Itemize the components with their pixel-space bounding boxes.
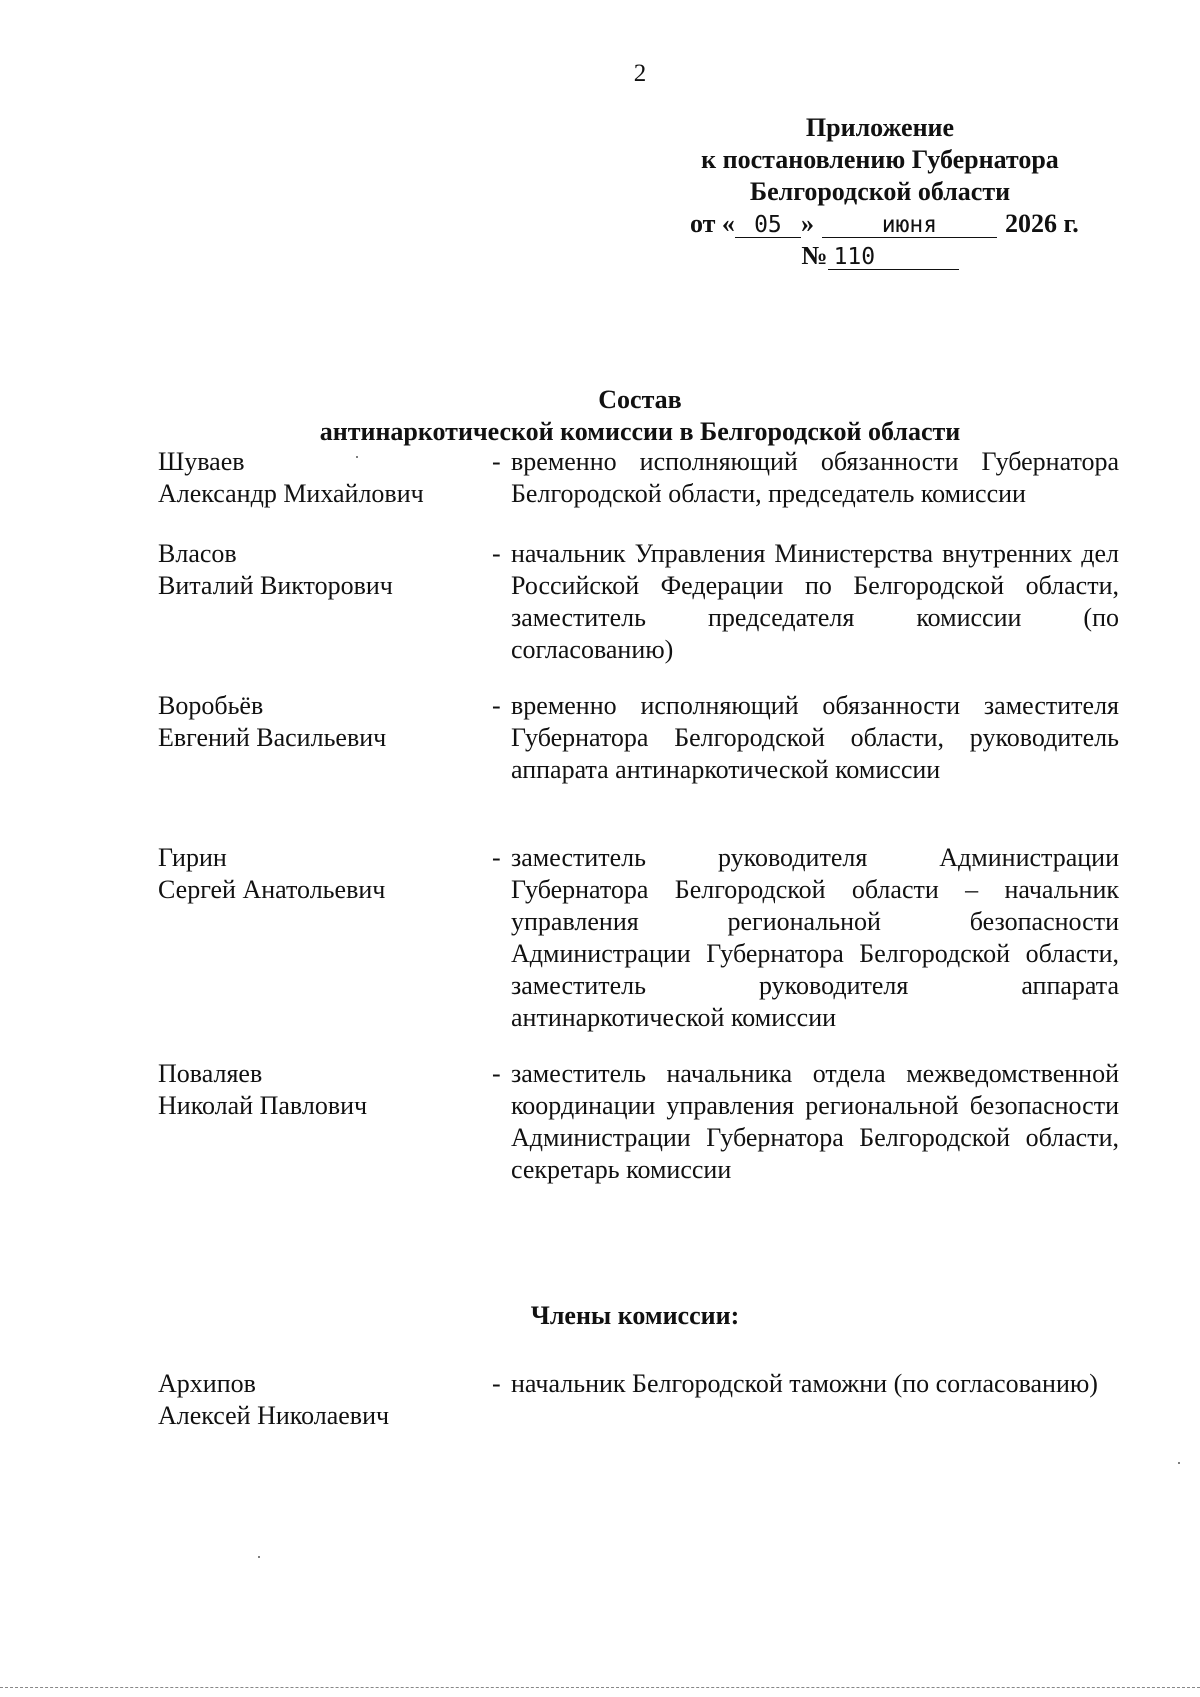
- member-role: начальник Управления Министерства внутренних дел Российской Федерации по Белгородской области, заместитель председателя комиссии (по согласованию): [511, 539, 1119, 664]
- member-given-name: Александр Михайлович: [158, 479, 424, 508]
- number-prefix: №: [801, 241, 828, 270]
- member-role: временно исполняющий обязанности заместителя Губернатора Белгородской области, руководитель аппарата антинаркотической комиссии: [511, 691, 1119, 784]
- member-surname: Воробьёв: [158, 691, 264, 720]
- dash: -: [492, 539, 501, 568]
- dash: -: [492, 447, 501, 476]
- date-month: июня: [822, 213, 997, 238]
- member-given-name: Алексей Николаевич: [158, 1401, 390, 1430]
- member-name: [158, 1058, 478, 1122]
- title-line-2: антинаркотической комиссии в Белгородской области: [319, 417, 961, 446]
- title-line-1: Состав: [598, 385, 682, 414]
- dash: -: [492, 691, 501, 720]
- member-given-name: Виталий Викторович: [158, 571, 393, 600]
- appendix-region: Белгородской области: [749, 177, 1011, 206]
- number-value: 110: [828, 245, 959, 270]
- dash: -: [492, 1369, 501, 1398]
- member-surname: Власов: [158, 539, 237, 568]
- commission-roster: [158, 0, 1128, 1697]
- member-surname: Гирин: [158, 843, 227, 872]
- member-given-name: Николай Павлович: [158, 1091, 368, 1120]
- page-number: 2: [633, 60, 647, 87]
- member-name: [158, 690, 478, 754]
- dash: -: [492, 843, 501, 872]
- appendix-decree-ref: к постановлению Губернатора: [701, 145, 1059, 174]
- member-role: заместитель начальника отдела межведомственной координации управления региональной безопасности Администрации Губернатора Белгородской области, секретарь комиссии: [511, 1059, 1119, 1184]
- date-prefix: от «: [690, 209, 735, 238]
- appendix-label: Приложение: [805, 113, 955, 142]
- scan-speck: [258, 1556, 260, 1558]
- member-name: [158, 842, 478, 906]
- date-mid: »: [800, 209, 814, 238]
- date-day: 05: [735, 213, 801, 238]
- member-name: [158, 446, 478, 510]
- member-surname: Архипов: [158, 1369, 256, 1398]
- member-given-name: Сергей Анатольевич: [158, 875, 386, 904]
- member-role: начальник Белгородской таможни (по согласованию): [511, 1369, 1098, 1398]
- member-name: [158, 1368, 478, 1432]
- member-surname: Шуваев: [158, 447, 245, 476]
- member-role: временно исполняющий обязанности Губернатора Белгородской области, председатель комиссии: [511, 447, 1119, 508]
- date-year: 2026 г.: [1004, 209, 1079, 238]
- member-name: [158, 538, 478, 602]
- scan-edge-line: [0, 1687, 1200, 1688]
- members-heading: Члены комиссии:: [530, 1301, 740, 1330]
- member-given-name: Евгений Васильевич: [158, 723, 387, 752]
- scan-speck: [356, 456, 358, 458]
- scan-speck: [1178, 1462, 1180, 1464]
- dash: -: [492, 1059, 501, 1088]
- member-surname: Поваляев: [158, 1059, 263, 1088]
- member-role: заместитель руководителя Администрации Губернатора Белгородской области – начальник управления региональной безопасности Администрации Губернатора Белгородской области, заместитель руководителя аппарата антинаркотической комиссии: [511, 843, 1119, 1032]
